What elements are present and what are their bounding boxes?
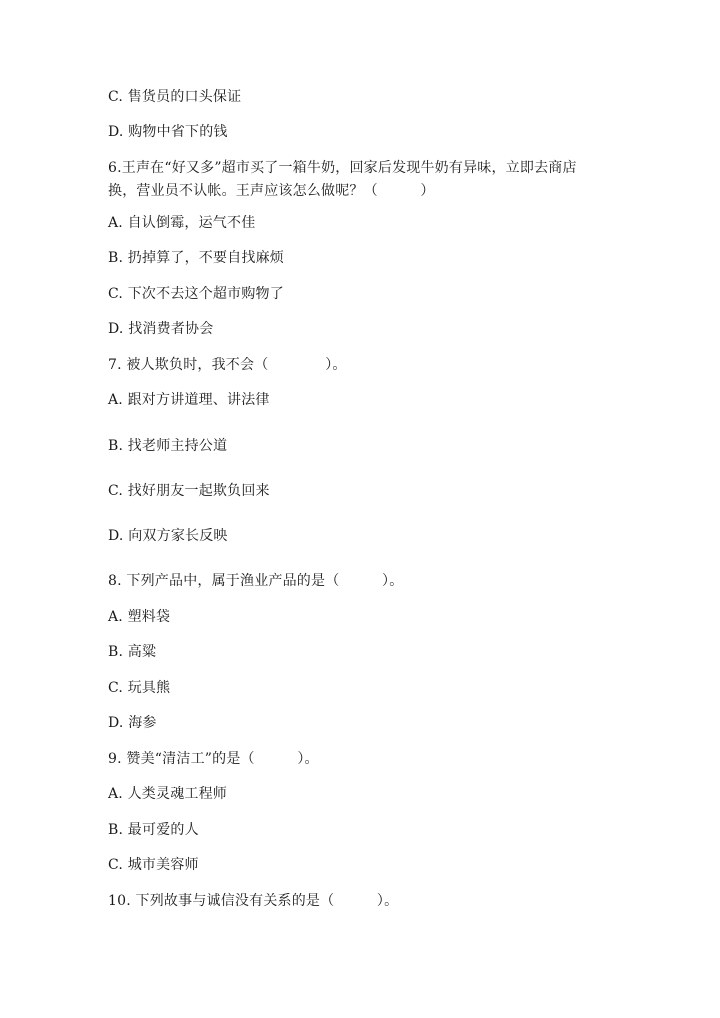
question-7-option-c: C. 找好朋友一起欺负回来 xyxy=(108,483,270,499)
question-6-option-d: D. 找消费者协会 xyxy=(108,321,214,337)
question-8-option-c: C. 玩具熊 xyxy=(108,680,171,696)
question-8-option-d: D. 海参 xyxy=(108,715,157,731)
question-6-option-a: A. 自认倒霉，运气不佳 xyxy=(108,215,256,231)
question-7-option-a: A. 跟对方讲道理、讲法律 xyxy=(108,392,270,408)
prev-option-c: C. 售货员的口头保证 xyxy=(108,89,242,105)
question-10-stem: 10. 下列故事与诚信没有关系的是（ ）。 xyxy=(108,893,399,909)
question-6-option-b: B. 扔掉算了，不要自找麻烦 xyxy=(108,250,284,266)
question-8-option-b: B. 高粱 xyxy=(108,644,157,660)
question-9-option-b: B. 最可爱的人 xyxy=(108,822,199,838)
question-6-stem-line-2: 换，营业员不认帐。王声应该怎么做呢？（ ） xyxy=(108,183,435,199)
question-9-option-c: C. 城市美容师 xyxy=(108,857,199,873)
question-7-stem: 7. 被人欺负时，我不会（ ）。 xyxy=(108,357,347,373)
question-7-option-b: B. 找老师主持公道 xyxy=(108,438,228,454)
question-6-stem-line-1: 6.王声在“好又多”超市买了一箱牛奶，回家后发现牛奶有异味，立即去商店 xyxy=(108,160,577,176)
question-9-option-a: A. 人类灵魂工程师 xyxy=(108,786,228,802)
question-8-option-a: A. 塑料袋 xyxy=(108,609,171,625)
prev-option-d: D. 购物中省下的钱 xyxy=(108,124,228,140)
question-8-stem: 8. 下列产品中，属于渔业产品的是（ ）。 xyxy=(108,573,404,589)
question-6-option-c: C. 下次不去这个超市购物了 xyxy=(108,286,284,302)
question-9-stem: 9. 赞美“清洁工”的是（ ）。 xyxy=(108,751,319,767)
question-7-option-d: D. 向双方家长反映 xyxy=(108,528,228,544)
